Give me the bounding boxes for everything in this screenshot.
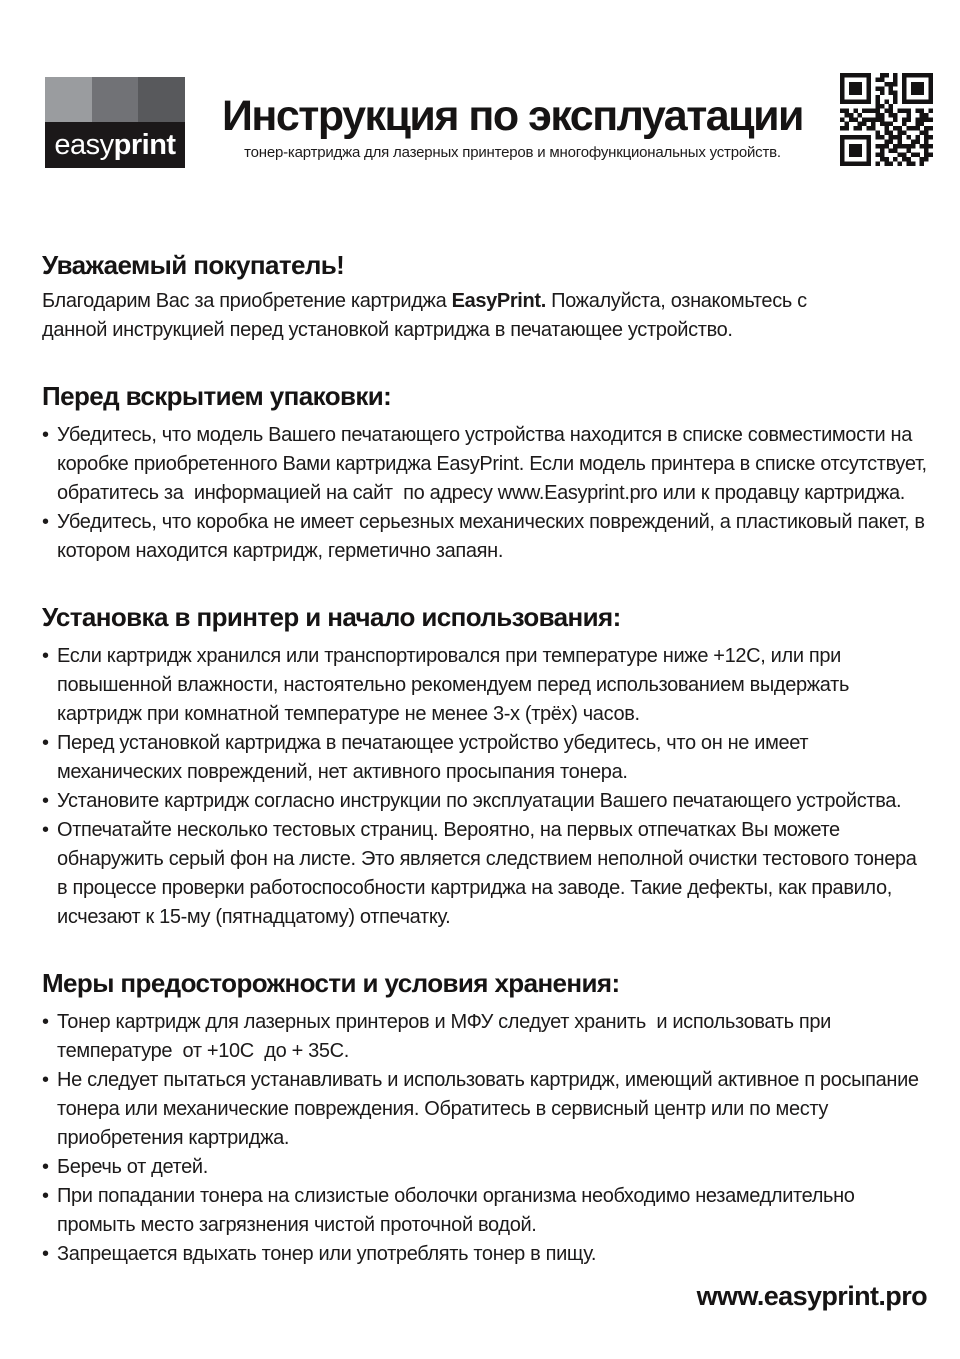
logo-block-light-gray [45, 77, 92, 122]
section-greeting [42, 250, 930, 345]
bullet-item: • Перед установкой картриджа в печатающее устройство убедитесь, что он не имеет механических повреждений, нет активного просыпания тонера. [42, 729, 930, 787]
section-heading: Перед вскрытием упаковки: [42, 381, 392, 411]
bullet-item: • Не следует пытаться устанавливать и использовать картридж, имеющий активное п росыпание тонера или механические повреждения. Обратитесь в сервисный центр или по месту приобретения картриджа. [42, 1066, 930, 1153]
bullet-item: • Убедитесь, что модель Вашего печатающего устройства находится в списке совместимости на коробке приобретенного Вами картриджа EasyPrint. Если модель принтера в списке отсутствует, обратитесь за информацией на сайт по адресу www.Easyprint.pro или к продавцу картриджа. [42, 421, 930, 508]
bullet-item: • Тонер картридж для лазерных принтеров и МФУ следует хранить и использовать при температуре от +10С до + 35С. [42, 1008, 930, 1066]
logo-text-easy: easy [54, 128, 114, 161]
bullet-list [42, 421, 930, 566]
bullet-list [42, 1008, 930, 1269]
bullet-item: • Установите картридж согласно инструкции по эксплуатации Вашего печатающего устройства. [42, 787, 930, 816]
logo-block-medium-gray [92, 77, 139, 122]
bullet-item: • Убедитесь, что коробка не имеет серьезных механических повреждений, а пластиковый пакет, в котором находится картридж, герметично запаян. [42, 508, 930, 566]
section-installation [42, 602, 930, 932]
document-body [0, 168, 960, 1269]
qr-code [840, 73, 933, 166]
easyprint-logo [45, 77, 185, 168]
logo-color-blocks [45, 77, 185, 122]
website-url: www.easyprint.pro [696, 1281, 927, 1311]
bullet-item: • Если картридж хранился или транспортировался при температуре ниже +12С, или при повышенной влажности, настоятельно рекомендуем перед использованием выдержать картридж при комнатной температуре не менее 3-х (трёх) часов. [42, 642, 930, 729]
brand-name-bold: EasyPrint. [451, 290, 546, 312]
footer [0, 1269, 960, 1312]
greeting-paragraph [42, 287, 854, 345]
header [0, 0, 960, 168]
logo-block-dark-gray [138, 77, 185, 122]
sections-container [42, 381, 930, 1269]
bullet-list [42, 642, 930, 932]
section-heading: Установка в принтер и начало использования: [42, 602, 621, 632]
greeting-heading: Уважаемый покупатель! [42, 250, 345, 280]
bullet-item: • Отпечатайте несколько тестовых страниц. Вероятно, на первых отпечатках Вы можете обнаружить серый фон на листе. Это является следствием неполной очистки тестового тонера в процессе проверки работоспособности картриджа на заводе. Такие дефекты, как правило, исчезают к 15-му (пятнадцатому) отпечатку. [42, 816, 930, 932]
bullet-item: • Беречь от детей. [42, 1153, 930, 1182]
title-block [185, 77, 840, 161]
logo-text-print: print [113, 128, 176, 161]
section-precautions [42, 968, 930, 1269]
bullet-item: • При попадании тонера на слизистые оболочки организма необходимо незамедлительно промыть место загрязнения чистой проточной водой. [42, 1182, 930, 1240]
page-subtitle: тонер-картриджа для лазерных принтеров и многофункциональных устройств. [244, 144, 781, 162]
logo-wordmark [45, 122, 185, 168]
section-heading: Меры предосторожности и условия хранения: [42, 968, 620, 998]
page-title: Инструкция по эксплуатации [222, 92, 803, 140]
section-before-opening [42, 381, 930, 566]
bullet-item: • Запрещается вдыхать тонер или употреблять тонер в пищу. [42, 1240, 930, 1269]
greeting-text-before: Благодарим Вас за приобретение картриджа [42, 290, 452, 312]
greeting-text-after: Пожалуйста, ознакомьтесь с данной инструкцией перед установкой картриджа в печатающее устройство. [42, 290, 807, 341]
